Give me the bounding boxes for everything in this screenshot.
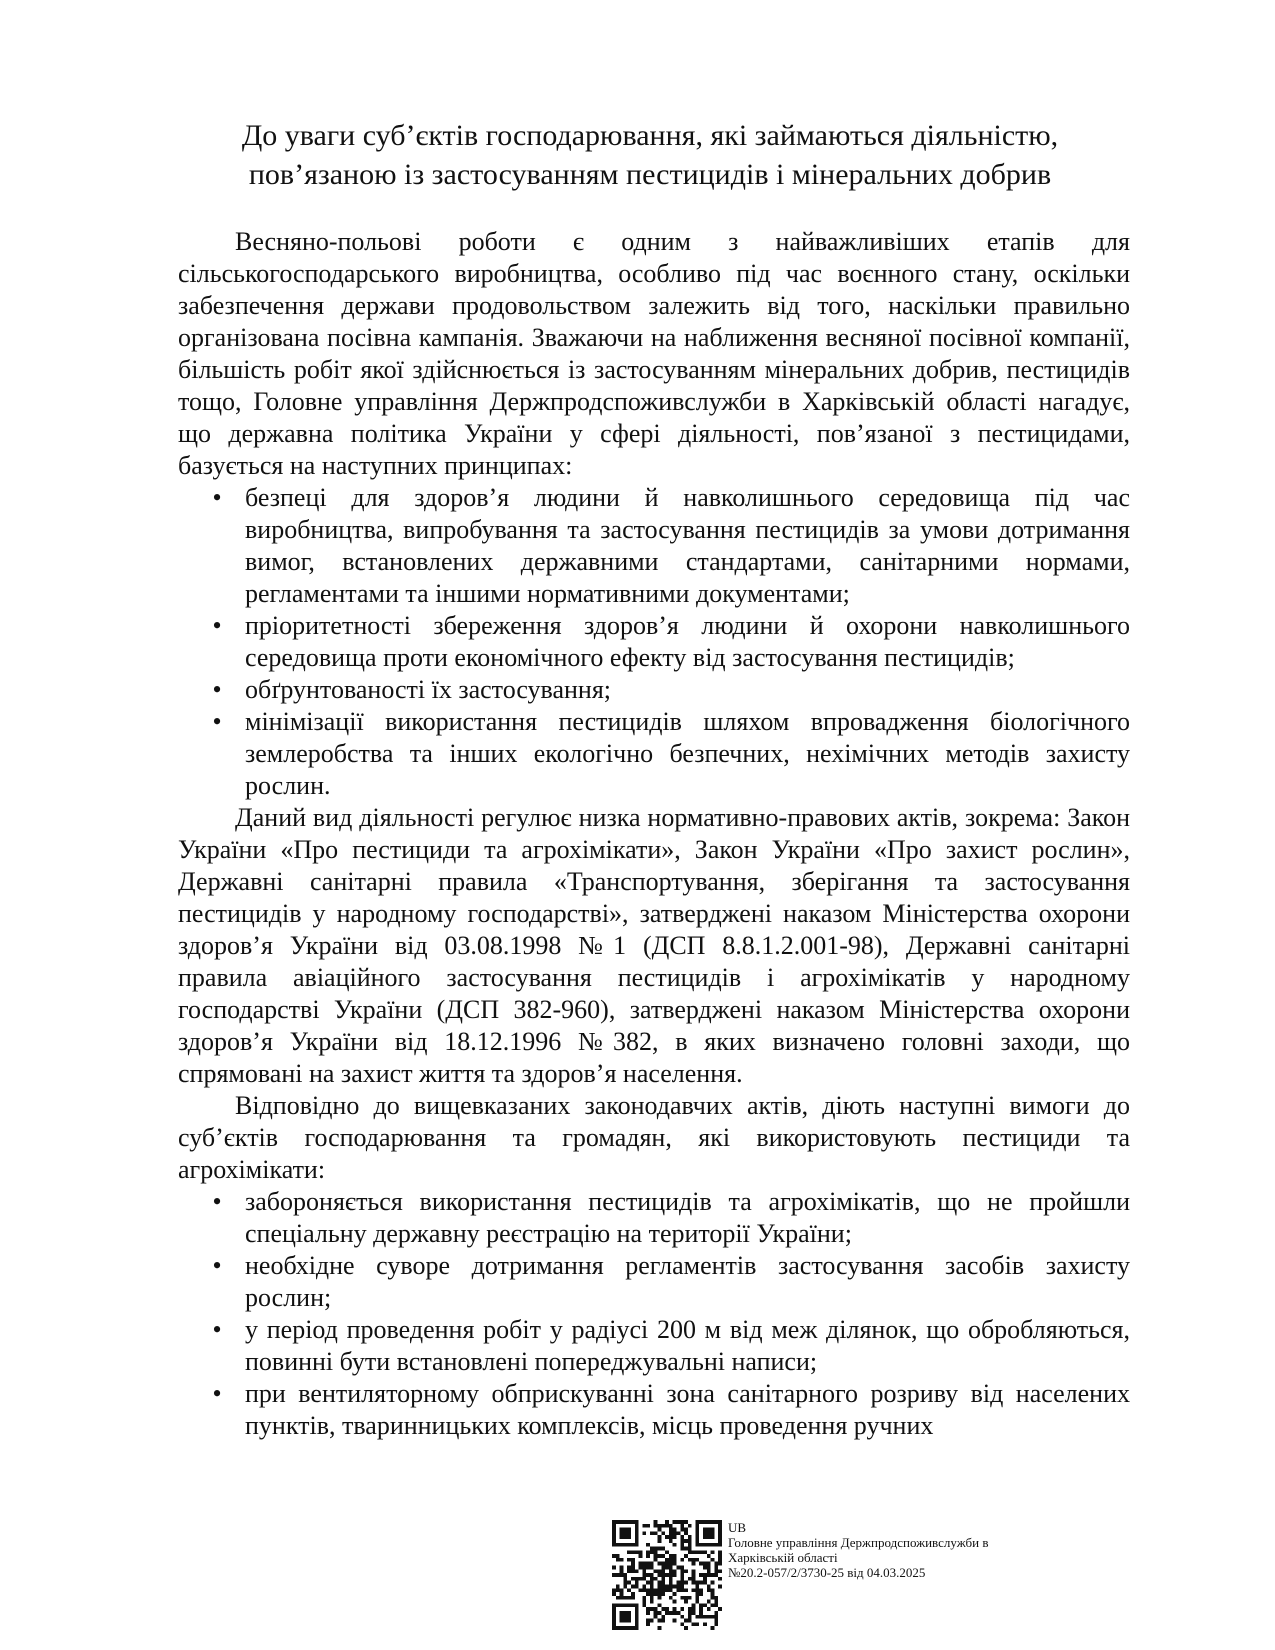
document-body (178, 226, 1130, 1442)
bullet-icon: • (212, 1251, 222, 1280)
list-item-text: забороняється використання пестицидів та агрохімікатів, що не пройшли спеціальну державну реєстрацію на території України; (245, 1187, 1130, 1248)
list-item (178, 610, 1130, 674)
requirements-intro-paragraph: Відповідно до вищевказаних законодавчих актів, діють наступні вимоги до суб’єктів господарювання та громадян, які використовують пестициди та агрохімікати: (178, 1091, 1130, 1184)
stamp-text (728, 1520, 1128, 1580)
bullet-icon: • (212, 483, 222, 512)
list-item-text: безпеці для здоров’я людини й навколишнього середовища під час виробництва, випробування та застосування пестицидів за умови дотримання вимог, встановлених державними стандартами, санітарними нормами, регламентами та іншими нормативними документами; (245, 483, 1130, 608)
title-line-2: пов’язаною із застосуванням пестицидів і мінеральних добрив (248, 158, 1052, 191)
bullet-icon: • (212, 1315, 222, 1344)
document-title (170, 116, 1130, 194)
list-item (178, 1186, 1130, 1250)
list-item (178, 706, 1130, 802)
bullet-icon: • (212, 611, 222, 640)
intro-paragraph: Весняно-польові роботи є одним з найважливіших етапів для сільськогосподарського виробництва, особливо під час воєнного стану, оскільки забезпечення держави продовольством залежить від того, наскільки правильно організована посівна кампанія. Зважаючи на наближення весняної посівної компанії, більшість робіт якої здійснюється із застосуванням мінеральних добрив, пестицидів тощо, Головне управління Держпродспоживслужби в Харківській області нагадує, що державна політика України у сфері діяльності, пов’язаної з пестицидами, базується на наступних принципах: (178, 227, 1130, 480)
bullet-icon: • (212, 675, 222, 704)
list-item (178, 1314, 1130, 1378)
list-item-text: обґрунтованості їх застосування; (245, 675, 612, 704)
list-item-text: необхідне суворе дотримання регламентів застосування засобів захисту рослин; (245, 1251, 1130, 1312)
stamp-org-line-1: Головне управління Держпродспоживслужби в (728, 1535, 989, 1550)
list-item-text: пріоритетності збереження здоров’я людини й охорони навколишнього середовища проти економічного ефекту від застосування пестицидів; (245, 611, 1130, 672)
regulation-paragraph: Даний вид діяльності регулює низка нормативно-правових актів, зокрема: Закон України «Про пестициди та агрохімікати», Закон України «Про захист рослин», Державні санітарні правила «Транспортування, зберігання та застосування пестицидів у народному господарстві», затверджені наказом Міністерства охорони здоров’я України від 03.08.1998 №1 (ДСП 8.8.1.2.001-98), Державні санітарні правила авіаційного застосування пестицидів і агрохімікатів у народному господарстві України (ДСП 382-960), затверджені наказом Міністерства охорони здоров’я України від 18.12.1996 №382, в яких визначено головні заходи, що спрямовані на захист життя та здоров’я населення. (178, 803, 1130, 1088)
list-item-text: у період проведення робіт у радіусі 200 м від меж ділянок, що обробляються, повинні бути встановлені попереджувальні написи; (245, 1315, 1130, 1376)
requirements-list (178, 1186, 1130, 1442)
list-item (178, 482, 1130, 610)
stamp-code: UB (728, 1520, 747, 1535)
stamp-reg-number: №20.2-057/2/3730-25 від 04.03.2025 (728, 1565, 926, 1580)
qr-code-icon (612, 1520, 722, 1630)
list-item (178, 1250, 1130, 1314)
list-item (178, 1378, 1130, 1442)
list-item (178, 674, 1130, 706)
list-item-text: при вентиляторному обприскуванні зона санітарного розриву від населених пунктів, тваринницьких комплексів, місць проведення ручних (245, 1379, 1130, 1440)
principles-list (178, 482, 1130, 802)
title-line-1: До уваги суб’єктів господарювання, які займаються діяльністю, (241, 119, 1059, 152)
bullet-icon: • (212, 1187, 222, 1216)
registration-stamp (612, 1520, 1132, 1632)
list-item-text: мінімізації використання пестицидів шляхом впровадження біологічного землеробства та інших екологічно безпечних, нехімічних методів захисту рослин. (245, 707, 1130, 800)
bullet-icon: • (212, 1379, 222, 1408)
stamp-org-line-2: Харківській області (728, 1550, 838, 1565)
bullet-icon: • (212, 707, 222, 736)
